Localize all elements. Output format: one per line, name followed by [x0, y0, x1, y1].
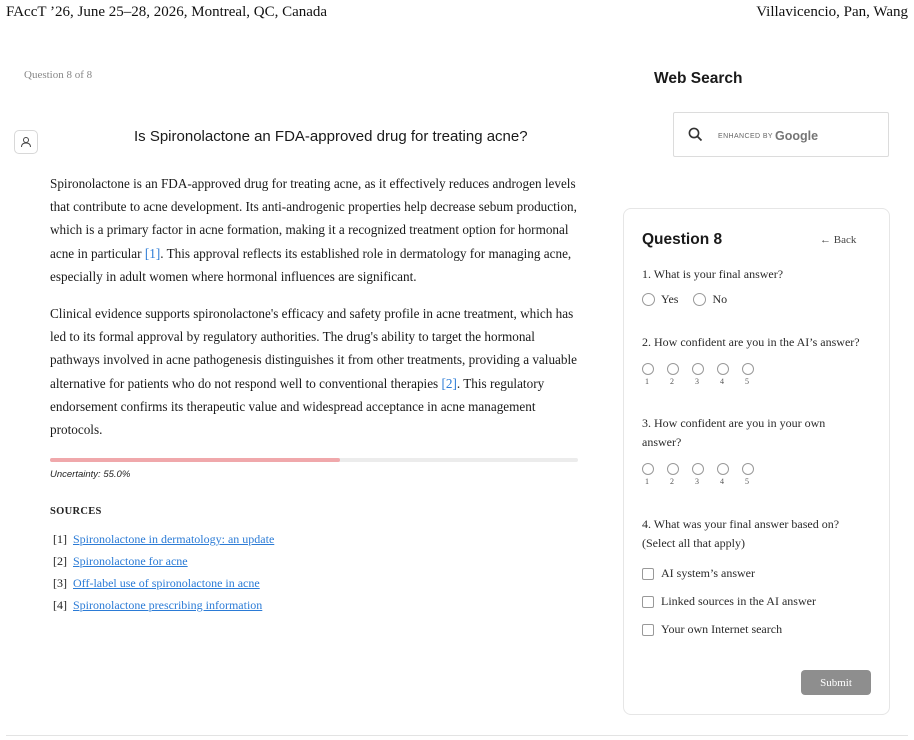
q2-label: 2. How confident are you in the AI’s answer? — [642, 335, 860, 349]
q2-option-1[interactable]: 1 — [642, 363, 667, 386]
source-number: [4] — [53, 598, 67, 612]
answer-text: . This regulatory endorsement confirms its therapeutic value and widespread acceptance in acne management protocols. — [50, 375, 545, 438]
q3-option-5[interactable]: 5 — [742, 463, 767, 486]
citation-link-2[interactable]: [2] — [441, 375, 457, 391]
q1-options — [642, 292, 742, 307]
panel-title: Question 8 — [642, 231, 723, 248]
source-number: [2] — [53, 554, 67, 568]
q4-label: 4. What was your final answer based on? (Select all that apply) — [642, 517, 840, 550]
question-title: Is Spironolactone an FDA-approved drug for treating acne? — [134, 128, 528, 145]
q2-option-3[interactable]: 3 — [692, 363, 717, 386]
uncertainty-bar — [50, 458, 578, 462]
q3-option-3[interactable]: 3 — [692, 463, 717, 486]
google-logo-text: Google — [774, 129, 819, 143]
source-number: [3] — [53, 576, 67, 590]
q1-option-no[interactable] — [693, 292, 727, 307]
option-label: AI system’s answer — [661, 566, 755, 580]
answer-text: Spironolactone is an FDA-approved drug for treating acne, as it effectively reduces androgen levels that contribute to acne development. Its anti-androgenic properties help decrease sebum production, which is a primary factor in acne formation, making it a recognized treatment option for hormonal acne in particular — [50, 176, 577, 261]
q3-label: 3. How confident are you in your own answer? — [642, 416, 826, 449]
q2-option-2[interactable]: 2 — [667, 363, 692, 386]
enhanced-by-text: ENHANCED BY — [718, 133, 773, 140]
option-label: Your own Internet search — [661, 622, 783, 636]
q4-option-own-search[interactable] — [642, 622, 782, 637]
q1-label: 1. What is your final answer? — [642, 267, 784, 281]
app-frame — [6, 28, 908, 736]
search-icon — [688, 127, 703, 142]
sources-heading: SOURCES — [50, 506, 102, 517]
q4-option-linked-sources[interactable] — [642, 594, 816, 609]
ai-answer — [50, 172, 580, 455]
submit-button[interactable]: Submit — [801, 670, 871, 695]
sources-list — [53, 528, 274, 616]
q2-option-4[interactable]: 4 — [717, 363, 742, 386]
uncertainty-label: Uncertainty: 55.0% — [50, 469, 131, 480]
answer-text: Clinical evidence supports spironolactone's efficacy and safety profile in acne treatment, which has led to its formal approval by regulatory authorities. The drug's ability to target the hormonal pathways involved in acne pathogenesis distinguishes it from other treatments, providing a valuable alternative for patients who do not respond well to conventional therapies — [50, 306, 578, 391]
option-label: Linked sources in the AI answer — [661, 594, 816, 608]
answer-text: . This approval reflects its established role in dermatology for managing acne, especially in adult women where hormonal influences are significant. — [50, 245, 572, 284]
q3-option-1[interactable]: 1 — [642, 463, 667, 486]
source-link-1[interactable]: Spironolactone in dermatology: an update — [73, 532, 275, 546]
running-head-left: FAccT ’26, June 25–28, 2026, Montreal, QC, Canada — [6, 4, 328, 20]
q4-option-ai-answer[interactable] — [642, 566, 755, 581]
running-head — [6, 4, 908, 24]
source-link-2[interactable]: Spironolactone for acne — [73, 554, 188, 568]
source-link-4[interactable]: Spironolactone prescribing information — [73, 598, 263, 612]
option-label: No — [712, 292, 728, 306]
source-item — [53, 594, 274, 616]
q3-option-2[interactable]: 2 — [667, 463, 692, 486]
search-branding — [718, 127, 818, 145]
avatar — [14, 130, 38, 154]
back-button[interactable]: ← Back — [820, 234, 857, 246]
survey-panel — [623, 208, 890, 715]
source-item — [53, 550, 274, 572]
user-icon — [20, 136, 32, 148]
source-number: [1] — [53, 532, 67, 546]
answer-paragraph-1 — [50, 172, 580, 288]
citation-link-1[interactable]: [1] — [144, 245, 161, 261]
q1-option-yes[interactable] — [642, 292, 678, 307]
radio-yes[interactable] — [642, 293, 655, 306]
question-counter: Question 8 of 8 — [24, 69, 93, 81]
q3-option-4[interactable]: 4 — [717, 463, 742, 486]
source-item — [53, 572, 274, 594]
checkbox[interactable] — [642, 596, 654, 608]
source-item — [53, 528, 274, 550]
q2-option-5[interactable]: 5 — [742, 363, 767, 386]
source-link-3[interactable]: Off-label use of spironolactone in acne — [73, 576, 260, 590]
checkbox[interactable] — [642, 568, 654, 580]
answer-paragraph-2 — [50, 302, 580, 441]
q2-scale — [642, 363, 767, 386]
option-label: Yes — [661, 292, 679, 306]
checkbox[interactable] — [642, 624, 654, 636]
q3-scale — [642, 463, 767, 486]
web-search-input[interactable] — [673, 112, 889, 157]
radio-no[interactable] — [693, 293, 706, 306]
uncertainty-bar-fill — [50, 458, 340, 462]
running-head-right: Villavicencio, Pan, Wang — [756, 4, 908, 20]
web-search-title: Web Search — [654, 70, 743, 87]
